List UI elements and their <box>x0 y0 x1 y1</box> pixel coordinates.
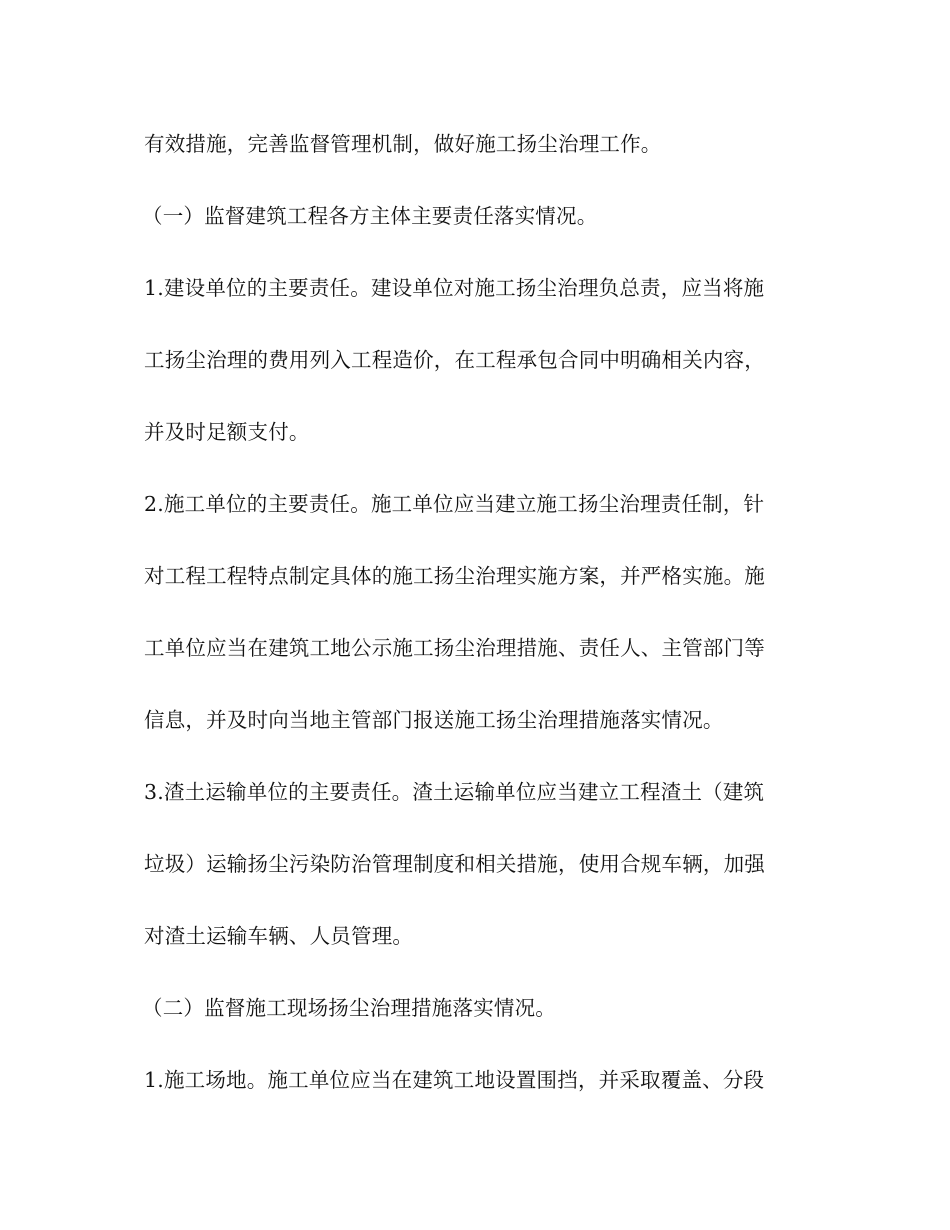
section-heading-1: （一）监督建筑工程各方主体主要责任落实情况。 <box>142 204 598 228</box>
text-line-4: 工扬尘治理的费用列入工程造价，在工程承包合同中明确相关内容， <box>144 348 765 372</box>
text-line-1: 有效措施，完善监督管理机制，做好施工扬尘治理工作。 <box>144 132 662 156</box>
text-line-7: 对工程工程特点制定具体的施工扬尘治理实施方案，并严格实施。施 <box>144 564 765 588</box>
text-line-3: 1.建设单位的主要责任。建设单位对施工扬尘治理负总责，应当将施 <box>144 276 765 300</box>
text-line-14: 1.施工场地。施工单位应当在建筑工地设置围挡，并采取覆盖、分段 <box>144 1068 765 1092</box>
section-heading-2: （二）监督施工现场扬尘治理措施落实情况。 <box>142 996 556 1020</box>
text-line-9: 信息，并及时向当地主管部门报送施工扬尘治理措施落实情况。 <box>144 708 724 732</box>
text-line-10: 3.渣土运输单位的主要责任。渣土运输单位应当建立工程渣土（建筑 <box>144 780 765 804</box>
text-line-8: 工单位应当在建筑工地公示施工扬尘治理措施、责任人、主管部门等 <box>144 636 765 660</box>
text-line-6: 2.施工单位的主要责任。施工单位应当建立施工扬尘治理责任制，针 <box>144 492 765 516</box>
text-line-12: 对渣土运输车辆、人员管理。 <box>144 924 414 948</box>
text-line-11: 垃圾）运输扬尘污染防治管理制度和相关措施，使用合规车辆，加强 <box>144 852 765 876</box>
text-line-5: 并及时足额支付。 <box>144 420 310 444</box>
